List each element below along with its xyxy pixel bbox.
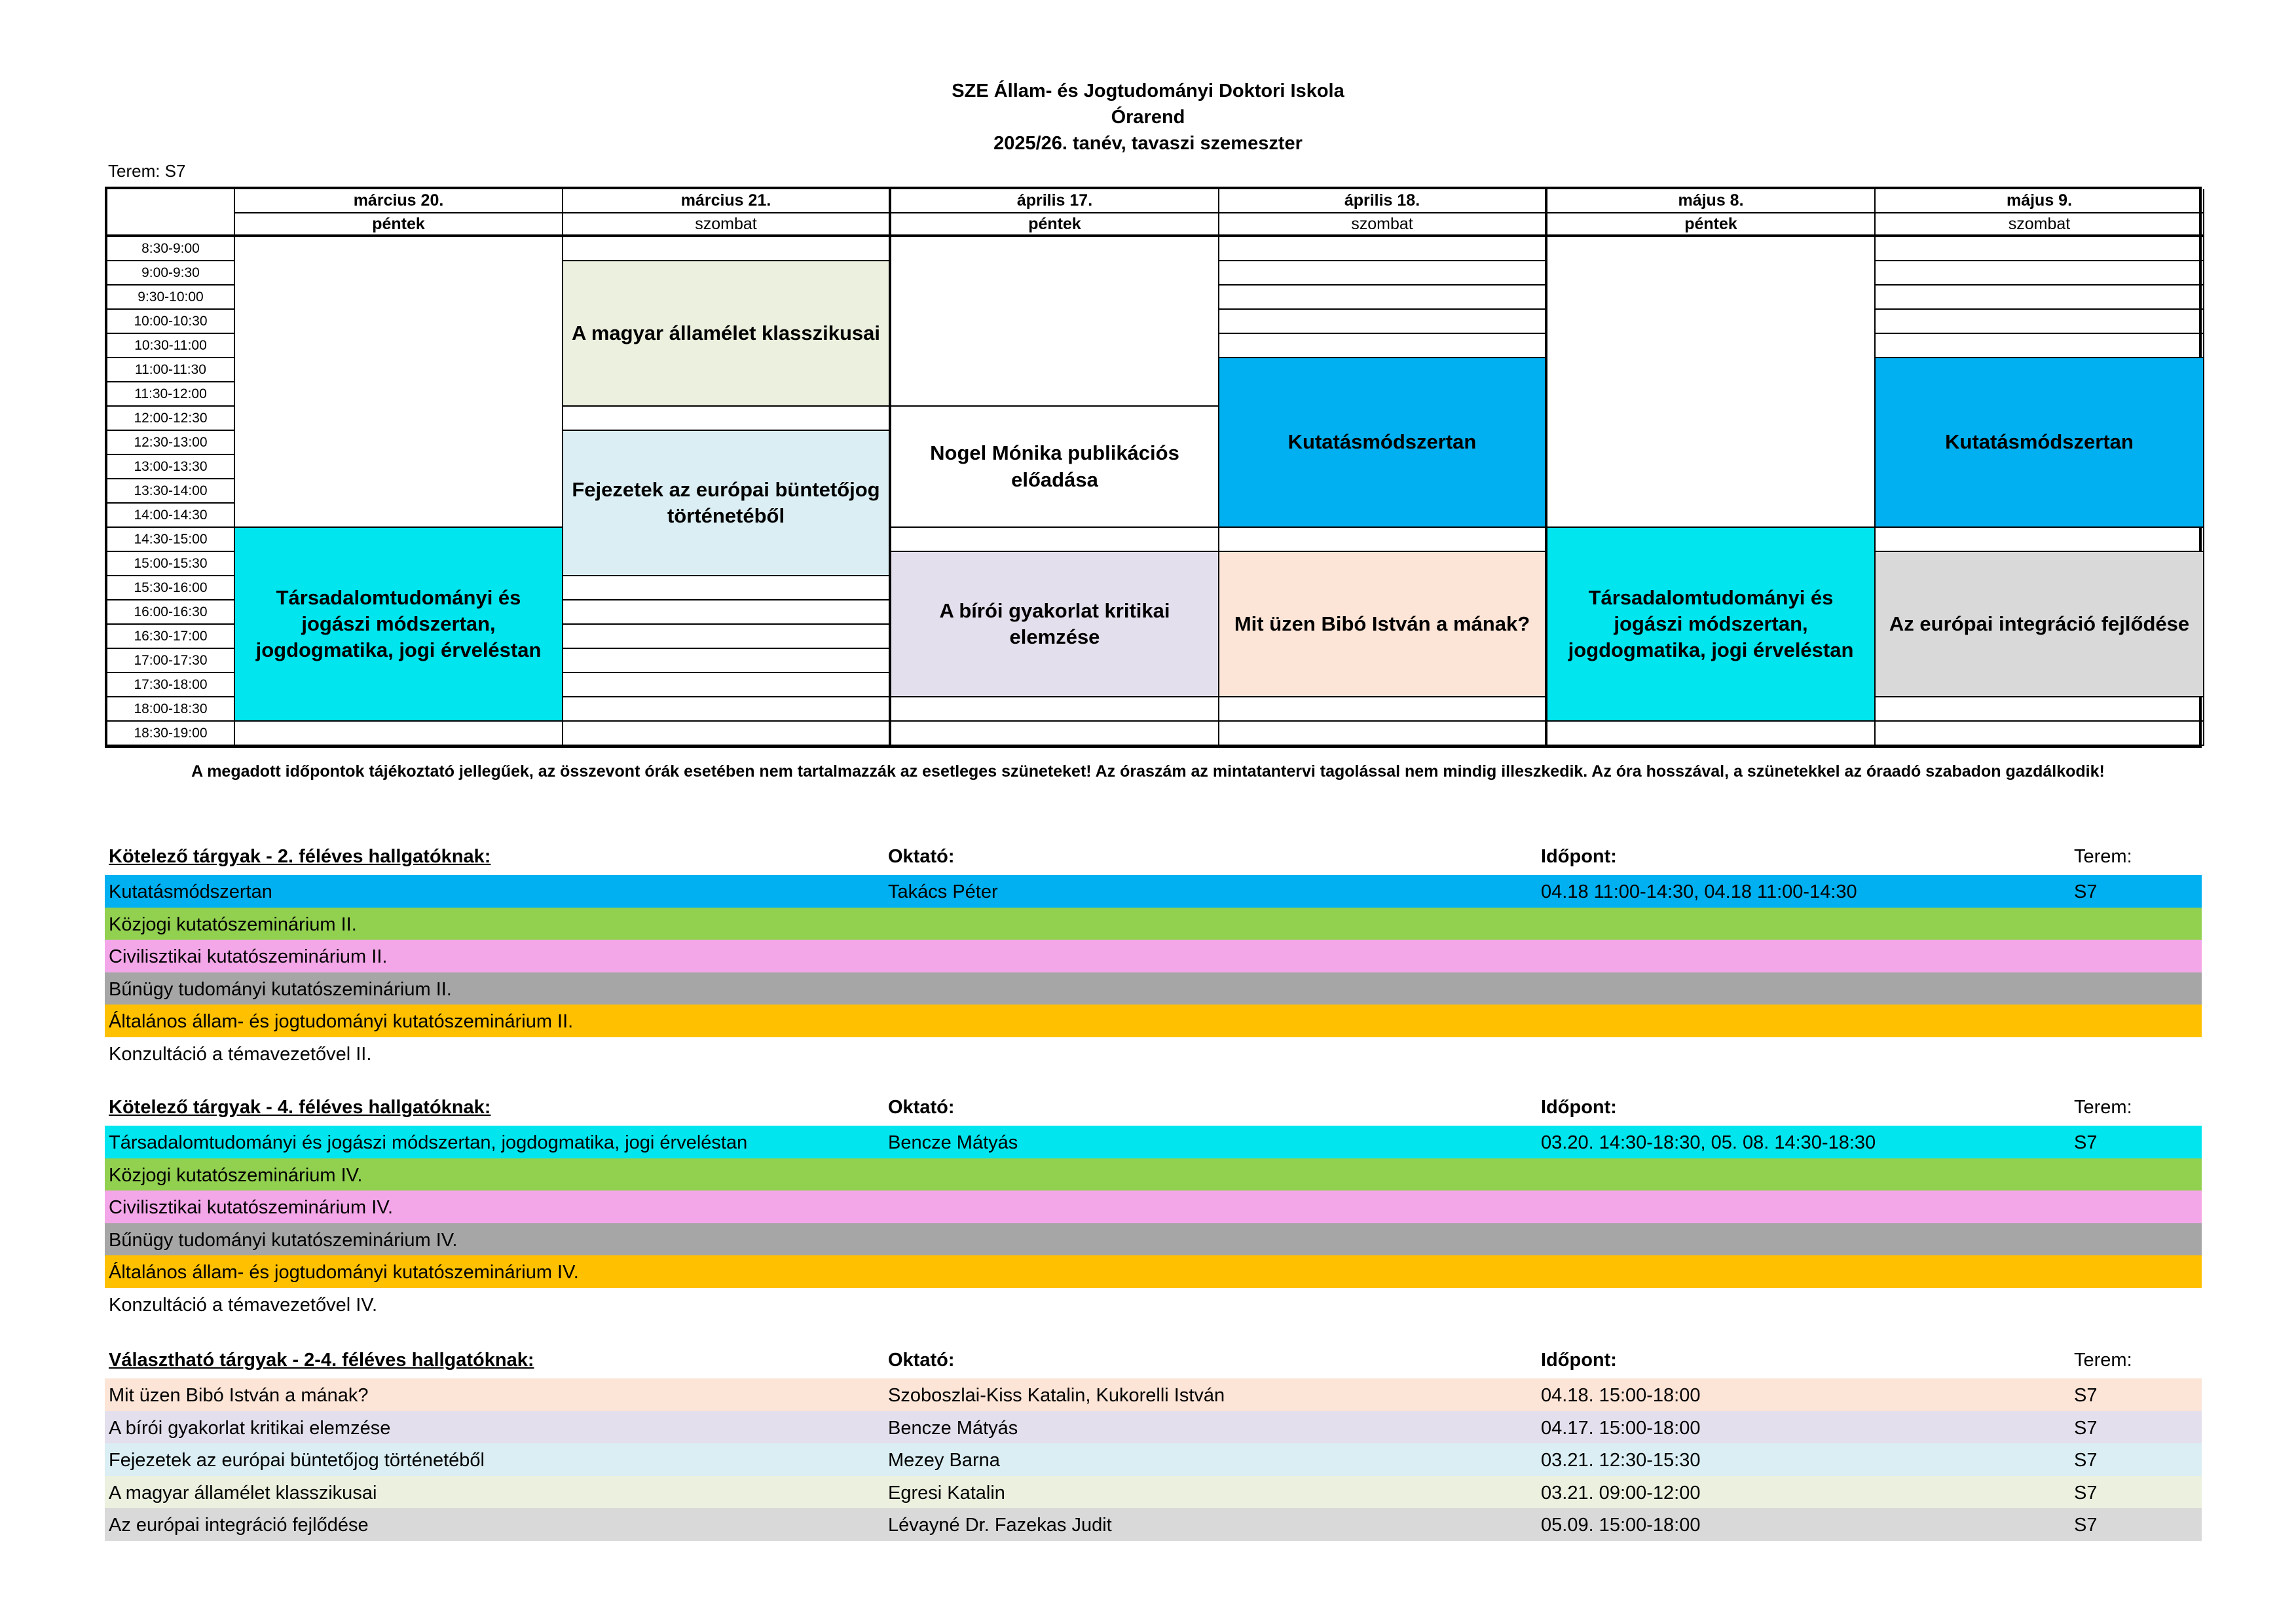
empty-slot [891,722,1219,746]
subject-name: Bűnügy tudományi kutatószeminárium IV. [109,1229,458,1251]
time-slot-label: 12:30-13:00 [107,431,235,455]
day-weekday-header: szombat [1876,213,2204,237]
class-block: Kutatásmódszertan [1876,358,2204,528]
subject-row [105,1508,2202,1541]
time-slot-label: 18:30-19:00 [107,722,235,746]
time-slot-label: 9:00-9:30 [107,261,235,286]
subject-time: 03.20. 14:30-18:30, 05. 08. 14:30-18:30 [1541,1132,1876,1153]
class-block: A magyar államélet klasszikusai [563,261,891,407]
empty-slot [1219,334,1547,358]
class-block: Az európai integráció fejlődése [1876,552,2204,697]
subject-row [105,1005,2202,1037]
empty-slot [891,528,1219,552]
day-weekday-header: szombat [1219,213,1547,237]
subject-name: A bírói gyakorlat kritikai elemzése [109,1417,391,1439]
subject-row [105,940,2202,972]
empty-slot [563,649,891,673]
section-title: Választható tárgyak - 2-4. féléves hallgatóknak: [109,1350,534,1371]
subject-teacher: Szoboszlai-Kiss Katalin, Kukorelli István [888,1385,1225,1406]
empty-slot [235,722,563,746]
subject-row [105,1126,2202,1158]
time-slot-label: 17:30-18:00 [107,673,235,697]
day-weekday-header: szombat [563,213,891,237]
empty-slot [1219,310,1547,334]
subject-row [105,1411,2202,1444]
subject-name: A magyar államélet klasszikusai [109,1482,377,1504]
day-date-header: április 18. [1219,189,1547,213]
grid-corner-cell [107,189,235,237]
time-slot-label: 14:30-15:00 [107,528,235,552]
empty-slot [563,673,891,697]
subject-name: Közjogi kutatószeminárium II. [109,913,357,935]
subject-teacher: Mezey Barna [888,1450,1000,1471]
subject-name: Konzultáció a témavezetővel IV. [109,1295,378,1316]
subject-teacher: Bencze Mátyás [888,1132,1018,1153]
room-column-header: Terem: [2074,846,2132,867]
class-block: Társadalomtudományi és jogászi módszertan, jogdogmatika, jogi érveléstan [235,528,563,722]
subject-row [105,1223,2202,1256]
time-column-header: Időpont: [1541,846,1617,867]
time-slot-label: 12:00-12:30 [107,407,235,431]
time-slot-label: 11:30-12:00 [107,382,235,407]
time-slot-label: 18:00-18:30 [107,697,235,722]
subject-name: Az európai integráció fejlődése [109,1515,369,1536]
subject-name: Konzultáció a témavezetővel II. [109,1044,372,1065]
subject-row [105,908,2202,940]
empty-slot [1876,286,2204,310]
day-date-header: március 20. [235,189,563,213]
subject-name: Általános állam- és jogtudományi kutatószeminárium IV. [109,1262,579,1283]
teacher-column-header: Oktató: [888,846,955,867]
subject-row [105,1037,2202,1070]
time-slot-label: 14:00-14:30 [107,504,235,528]
day-date-header: március 21. [563,189,891,213]
subject-row [105,1158,2202,1191]
subject-time: 04.17. 15:00-18:00 [1541,1417,1701,1439]
subject-name: Közjogi kutatószeminárium IV. [109,1164,363,1186]
subject-name: Fejezetek az európai büntetőjog történetéből [109,1450,485,1471]
subject-teacher: Bencze Mátyás [888,1417,1018,1439]
subject-row [105,1288,2202,1321]
time-slot-label: 16:00-16:30 [107,600,235,625]
empty-slot [563,237,891,261]
empty-slot [1219,261,1547,286]
empty-slot [563,600,891,625]
empty-slot [1219,286,1547,310]
time-slot-label: 10:30-11:00 [107,334,235,358]
subject-room: S7 [2074,881,2098,902]
empty-slot [563,625,891,649]
empty-slot [1547,722,1876,746]
school-title: SZE Állam- és Jogtudományi Doktori Iskola [952,81,1344,101]
day-weekday-header: péntek [1547,213,1876,237]
subject-name: Civilisztikai kutatószeminárium II. [109,946,388,968]
time-slot-label: 13:00-13:30 [107,455,235,479]
class-block: A bírói gyakorlat kritikai elemzése [891,552,1219,697]
subject-time: 04.18. 15:00-18:00 [1541,1385,1701,1406]
empty-slot [1219,237,1547,261]
timetable-grid [105,187,2202,748]
empty-slot [1876,528,2204,552]
empty-slot [563,697,891,722]
empty-slot [1219,722,1547,746]
empty-block [1547,237,1876,528]
room-column-header: Terem: [2074,1350,2132,1371]
empty-slot [1876,697,2204,722]
section-header [105,843,2202,870]
subject-teacher: Lévayné Dr. Fazekas Judit [888,1515,1112,1536]
subject-name: Általános állam- és jogtudományi kutatószeminárium II. [109,1011,574,1033]
subject-time: 05.09. 15:00-18:00 [1541,1515,1701,1536]
time-slot-label: 16:30-17:00 [107,625,235,649]
day-date-header: április 17. [891,189,1219,213]
day-weekday-header: péntek [235,213,563,237]
empty-slot [1876,237,2204,261]
teacher-column-header: Oktató: [888,1350,955,1371]
empty-block [235,237,563,528]
subject-name: Társadalomtudományi és jogászi módszertan, jogdogmatika, jogi érveléstan [109,1132,748,1153]
empty-slot [1219,528,1547,552]
teacher-column-header: Oktató: [888,1097,955,1118]
empty-block [891,237,1219,407]
time-slot-label: 9:30-10:00 [107,286,235,310]
time-column-header: Időpont: [1541,1097,1617,1118]
class-block: Mit üzen Bibó István a mának? [1219,552,1547,697]
subject-room: S7 [2074,1515,2098,1536]
subject-time: 03.21. 12:30-15:30 [1541,1450,1701,1471]
empty-slot [563,407,891,431]
subject-name: Mit üzen Bibó István a mának? [109,1385,369,1406]
room-column-header: Terem: [2074,1097,2132,1118]
section-title: Kötelező tárgyak - 2. féléves hallgatóknak: [109,846,491,867]
class-block: Társadalomtudományi és jogászi módszertan, jogdogmatika, jogi érveléstan [1547,528,1876,722]
empty-slot [1876,334,2204,358]
empty-slot [563,722,891,746]
time-slot-label: 8:30-9:00 [107,237,235,261]
class-block: Fejezetek az európai büntetőjog történetéből [563,431,891,576]
subject-name: Kutatásmódszertan [109,881,272,902]
subject-room: S7 [2074,1450,2098,1471]
subject-row [105,1378,2202,1411]
empty-slot [1876,310,2204,334]
subject-room: S7 [2074,1132,2098,1153]
empty-slot [1219,697,1547,722]
subject-row [105,1190,2202,1223]
time-slot-label: 17:00-17:30 [107,649,235,673]
section-header [105,1347,2202,1373]
empty-slot [891,697,1219,722]
timetable-note: A megadott időpontok tájékoztató jellegűek, az összevont órák esetében nem tartalmazzák az esetleges szüneteket! Az óraszám az mintatantervi tagolással nem mindig illeszkedik. Az óra hosszával, a szünetekkel az óraadó szabadon gazdálkodik! [191,762,2105,781]
subject-name: Civilisztikai kutatószeminárium IV. [109,1197,394,1219]
subject-room: S7 [2074,1482,2098,1504]
empty-slot [1876,261,2204,286]
subject-row [105,972,2202,1005]
semester-title: 2025/26. tanév, tavaszi szemeszter [993,133,1303,154]
time-slot-label: 11:00-11:30 [107,358,235,382]
subject-time: 04.18 11:00-14:30, 04.18 11:00-14:30 [1541,881,1857,902]
time-slot-label: 13:30-14:00 [107,479,235,504]
time-slot-label: 10:00-10:30 [107,310,235,334]
time-slot-label: 15:00-15:30 [107,552,235,576]
subject-row [105,1476,2202,1509]
section-title: Kötelező tárgyak - 4. féléves hallgatóknak: [109,1097,491,1118]
empty-slot [1876,722,2204,746]
day-date-header: május 8. [1547,189,1876,213]
class-block: Kutatásmódszertan [1219,358,1547,528]
subject-row [105,1255,2202,1288]
subject-time: 03.21. 09:00-12:00 [1541,1482,1701,1504]
subject-room: S7 [2074,1385,2098,1406]
subject-room: S7 [2074,1417,2098,1439]
class-block: Nogel Mónika publikációs előadása [891,407,1219,528]
day-weekday-header: péntek [891,213,1219,237]
empty-slot [563,576,891,600]
document-title: Órarend [1111,107,1185,128]
subject-name: Bűnügy tudományi kutatószeminárium II. [109,978,452,1000]
room-label: Terem: S7 [108,161,186,181]
time-column-header: Időpont: [1541,1350,1617,1371]
subject-row [105,875,2202,908]
time-slot-label: 15:30-16:00 [107,576,235,600]
subject-teacher: Takács Péter [888,881,998,902]
day-date-header: május 9. [1876,189,2204,213]
section-header [105,1094,2202,1120]
subject-teacher: Egresi Katalin [888,1482,1005,1504]
subject-row [105,1443,2202,1476]
